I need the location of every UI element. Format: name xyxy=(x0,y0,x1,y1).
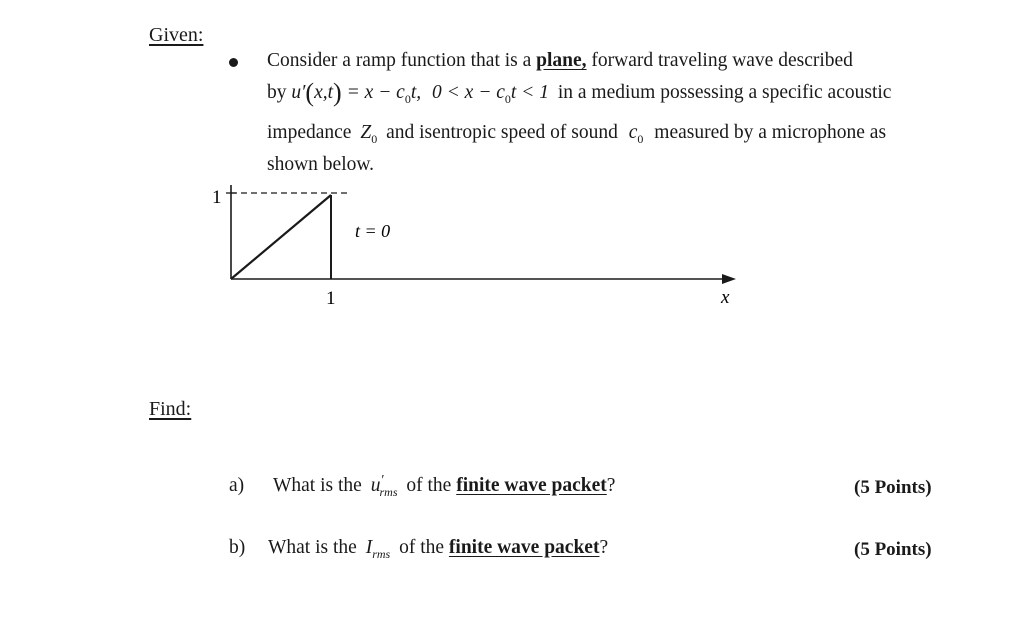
question-a-points: (5 Points) xyxy=(854,477,932,498)
line1-text-after: forward traveling wave described xyxy=(591,50,853,71)
question-a-letter: a) xyxy=(229,475,245,496)
question-b-middle: of the xyxy=(399,537,445,558)
y-tick-label: 1 xyxy=(212,187,222,208)
question-a-middle: of the xyxy=(406,475,452,496)
u-rms-symbol: $u'_{rms}$ xyxy=(370,473,398,499)
given-line-3 xyxy=(267,123,886,145)
question-a-before: What is the xyxy=(273,475,362,496)
x-tick-label: 1 xyxy=(326,288,336,309)
question-a-emphasis: finite wave packet xyxy=(456,475,607,496)
question-a-after: ? xyxy=(606,475,616,496)
line1-emphasis: plane, xyxy=(536,50,587,71)
given-line-2: by $u'(x,t) = x - c_0t$, $0 < x - c_0t < 1$ in a medium possessing a specific acoustic xyxy=(267,78,892,107)
line2-inequality: $0 < x - c_0t < 1$ xyxy=(432,82,549,106)
find-heading: Find: xyxy=(149,398,192,420)
question-b xyxy=(268,538,608,560)
bullet-icon xyxy=(229,58,238,67)
x-axis-label: x xyxy=(721,287,730,308)
question-b-before: What is the xyxy=(268,537,357,558)
ramp-line xyxy=(231,195,331,279)
time-label: t = 0 xyxy=(355,221,391,241)
line2-u-symbol: u′ xyxy=(291,82,306,103)
given-line-1 xyxy=(267,51,853,71)
sound-speed-symbol: $c_0$ xyxy=(628,122,644,146)
i-rms-symbol: $I_{rms}$ xyxy=(365,537,391,561)
line2-equation: = $x - c_0t$, xyxy=(346,82,422,106)
question-b-emphasis: finite wave packet xyxy=(448,537,600,558)
line3-after: measured by a microphone as xyxy=(654,122,887,143)
line3-middle: and isentropic speed of sound xyxy=(386,122,618,143)
given-heading: Given: xyxy=(149,24,204,46)
ramp-wave-figure xyxy=(200,175,760,310)
line3-before: impedance xyxy=(267,122,352,143)
line2-args: x,t xyxy=(314,82,334,103)
question-a xyxy=(273,473,616,499)
x-axis-arrow-icon xyxy=(722,274,736,284)
line1-text-before: Consider a ramp function that is a xyxy=(267,50,532,71)
line2-by: by xyxy=(267,82,287,103)
line2-rest: in a medium possessing a specific acoustic xyxy=(557,82,892,103)
given-line-4: shown below. xyxy=(267,154,375,175)
question-b-after: ? xyxy=(599,537,609,558)
question-b-points: (5 Points) xyxy=(854,539,932,560)
question-b-letter: b) xyxy=(229,537,246,558)
impedance-symbol: $Z_0$ xyxy=(360,122,378,146)
